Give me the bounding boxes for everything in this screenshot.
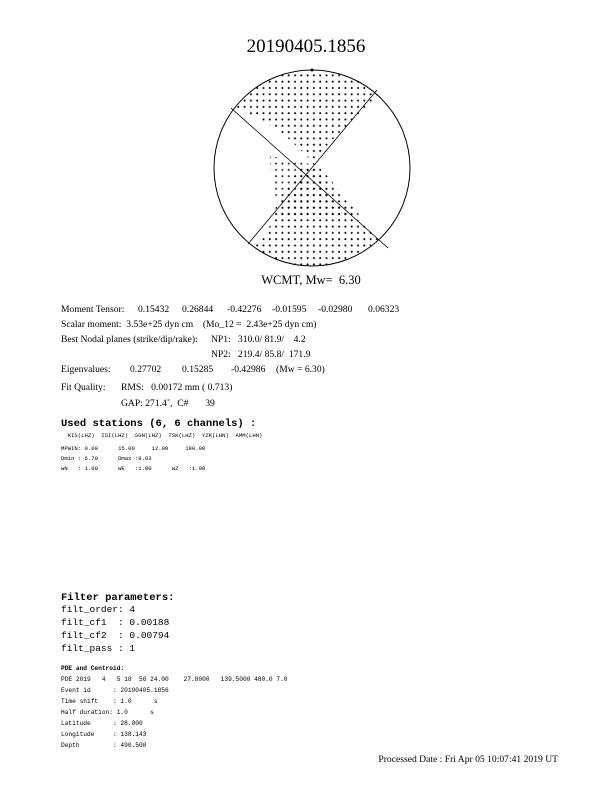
fit-quality-rms: RMS: 0.00172 mm ( 0.713) [121,382,233,393]
eigenvalues-label: Eigenvalues: [61,364,111,375]
pde-centroid-line: Depth : 490.500 [61,742,147,749]
eigenvalue: 0.27702 [130,364,162,375]
eigenvalues-mw: (Mw = 6.30) [276,364,325,375]
filter-parameter-line: filt_cf1 : 0.00188 [61,617,170,628]
moment-tensor-value: 0.15432 [138,304,170,315]
pde-centroid-line: Time shift : 1.0 s [61,698,158,705]
pde-centroid-line: Half duration: 1.0 s [61,709,154,716]
eigenvalue: 0.15285 [182,364,214,375]
fit-quality-gap: GAP: 271.4˚, C# 39 [121,398,215,409]
p-axis-marker [311,69,314,72]
pde-centroid-line: PDE 2019 4 5 18 56 24.00 27.8000 139.5000 480.0 7.0 [61,676,288,683]
used-stations-line: wN : 1.00 wE :1.00 wZ :1.00 [61,465,206,472]
mw-caption: WCMT, Mw= 6.30 [261,273,361,287]
filter-parameters-title: Filter parameters: [61,592,175,604]
used-stations-line: Dmin : 6.79 Dmax :9.03 [61,455,152,462]
filter-parameter-line: filt_order: 4 [61,604,136,615]
pde-centroid-line: Longitude : 138.143 [61,731,147,738]
filter-parameter-line: filt_pass : 1 [61,643,136,654]
used-stations-line: MPWIN: 0.00 15.00 12.00 180.00 [61,445,206,452]
used-stations-list: KIS(LHZ) ISI(LHZ) SGN(LHZ) TSK(LHZ) YZK(LHN) AMM(LHN) [61,432,263,439]
nodal-plane-2-values: NP2: 219.4/ 85.8/ 171.9 [211,349,311,360]
eigenvalue: -0.42986 [231,364,266,375]
filter-parameter-line: filt_cf2 : 0.00794 [61,630,170,641]
nodal-plane-1-values: NP1: 310.0/ 81.9/ 4.2 [211,334,306,345]
processed-date: Processed Date : Fri Apr 05 10:07:41 2019 UT [378,754,558,765]
moment-tensor-value: -0.01595 [272,304,307,315]
moment-tensor-label: Moment Tensor: [61,304,125,315]
nodal-planes-label: Best Nodal planes (strike/dip/rake): [61,334,198,345]
moment-tensor-value: 0.06323 [368,304,400,315]
pde-centroid-line: Latitude : 28.000 [61,720,143,727]
pde-centroid-title: PDE and Centroid: [61,665,125,672]
moment-tensor-value: -0.02980 [318,304,353,315]
moment-tensor-value: 0.26844 [182,304,214,315]
fit-quality-label: Fit Quality: [61,382,106,393]
scalar-moment: Scalar moment: 3.53e+25 dyn cm (Mo_12 = 2.43e+25 dyn cm) [61,319,317,330]
focal-mechanism-beachball [210,66,414,270]
used-stations-title: Used stations (6, 6 channels) : [61,418,257,430]
pde-centroid-line: Event id : 20190405.1856 [61,687,169,694]
moment-tensor-value: -0.42276 [227,304,262,315]
event-title: 20190405.1856 [246,36,366,57]
